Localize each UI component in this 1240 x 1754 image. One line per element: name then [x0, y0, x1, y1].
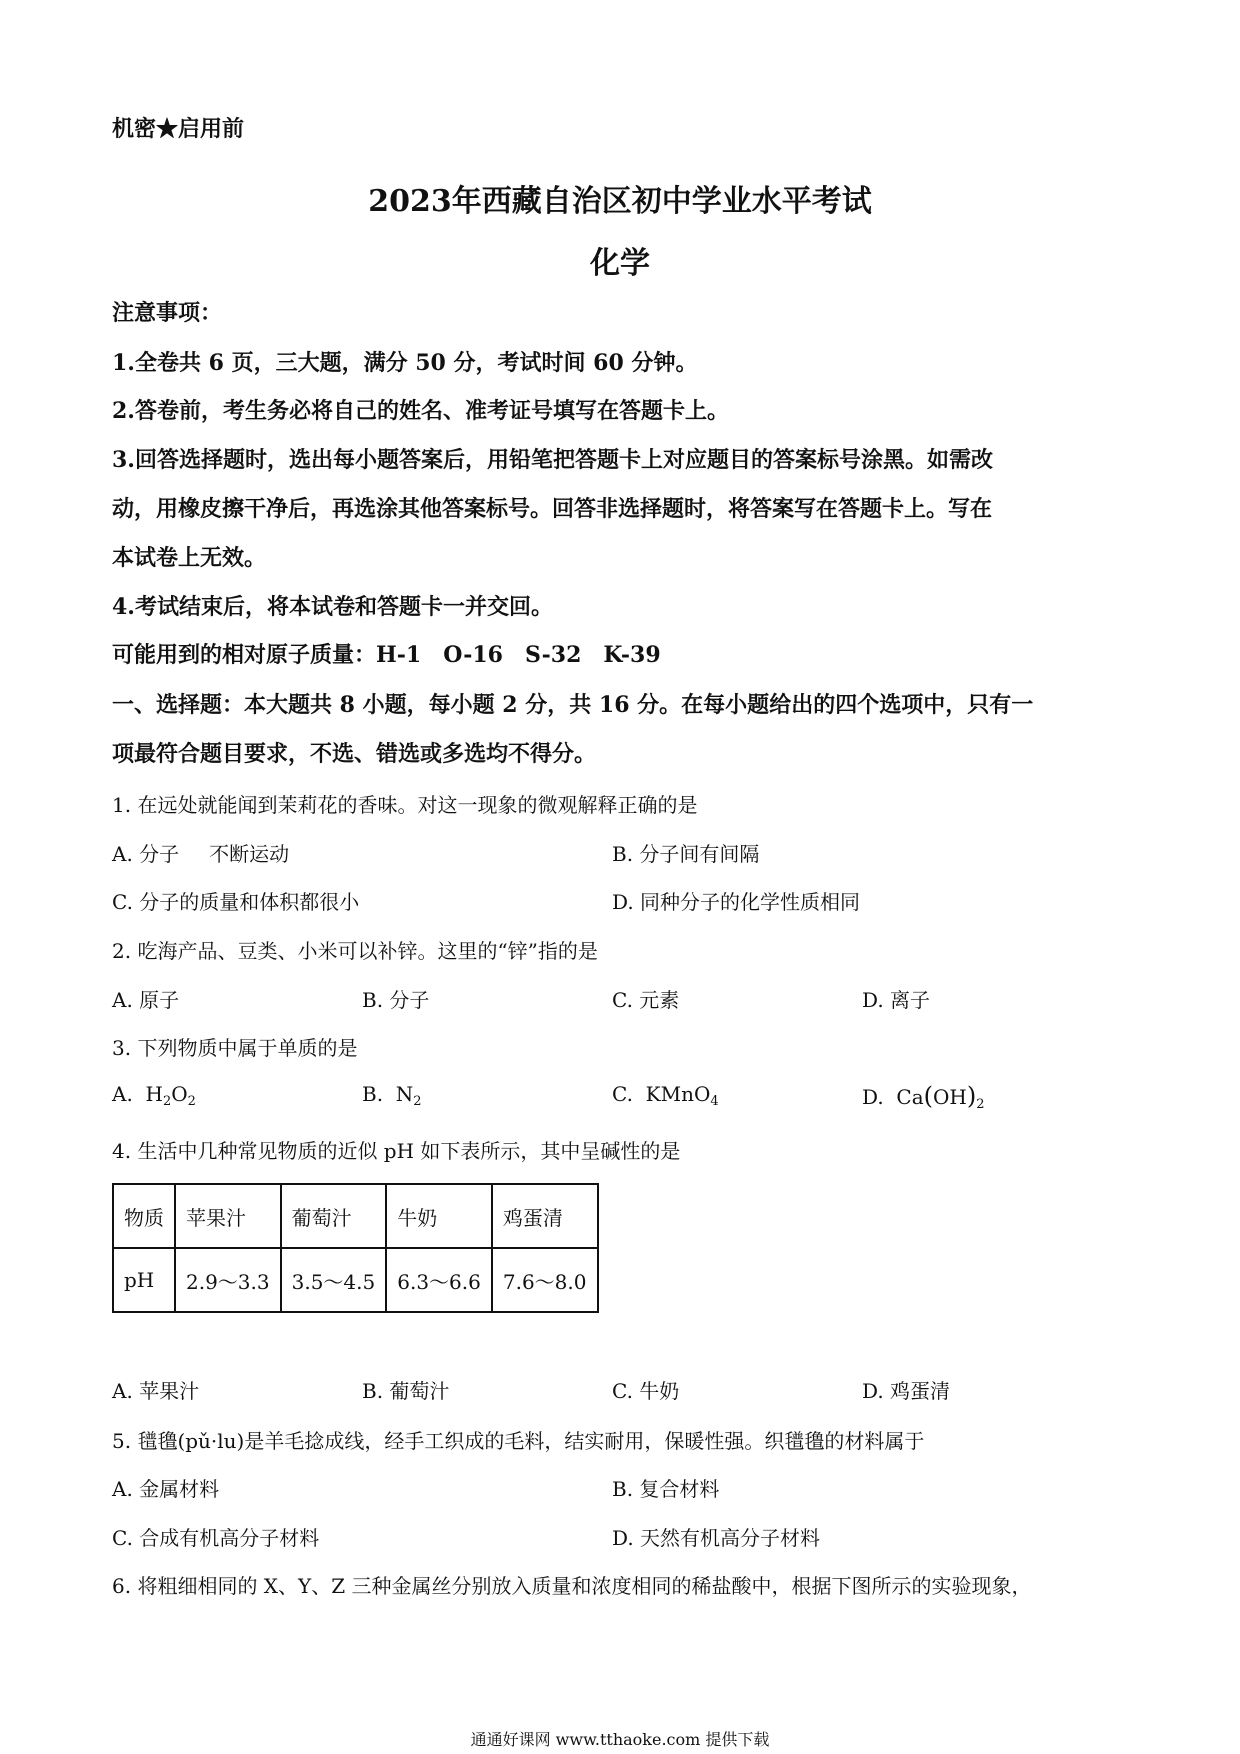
note-line-1: 1.全卷共 6 页，三大题，满分 50 分，考试时间 60 分钟。: [112, 350, 698, 376]
q3-formula-caoh2: [896, 1082, 985, 1112]
note-line-3a: 3.回答选择题时，选出每小题答案后，用铅笔把答题卡上对应题目的答案标号涂黑。如需改: [112, 447, 993, 473]
section-1-heading: 一、选择题：本大题共 8 小题，每小题 2 分，共 16 分。在每小题给出的四个选项中，只有一: [112, 692, 1034, 718]
formula-subscript: 4: [710, 1094, 719, 1109]
q3-formula-kmno4: [645, 1082, 719, 1109]
confidential-mark: 机密★启用前: [112, 116, 245, 142]
note-line-2: 2.答卷前，考生务必将自己的姓名、准考证号填写在答题卡上。: [112, 398, 729, 424]
table-row: [113, 1248, 598, 1312]
formula-o: O: [171, 1082, 188, 1106]
q2-option-d: D. 离子: [862, 988, 931, 1012]
q3-option-c: [612, 1082, 719, 1109]
formula-ca: Ca: [896, 1085, 924, 1109]
table-cell: 牛奶: [386, 1184, 492, 1248]
q4-option-b: B. 葡萄汁: [362, 1379, 450, 1403]
section-1-heading-cont: 项最符合题目要求，不选、错选或多选均不得分。: [112, 741, 597, 767]
table-cell: 鸡蛋清: [492, 1184, 598, 1248]
formula-subscript: 2: [162, 1094, 172, 1109]
q4-stem: 4. 生活中几种常见物质的近似 pH 如下表所示，其中呈碱性的是: [112, 1139, 681, 1163]
formula-oh: OH: [933, 1085, 967, 1109]
q1-option-d: D. 同种分子的化学性质相同: [612, 890, 861, 914]
formula-subscript: 2: [187, 1094, 196, 1109]
q2-stem: 2. 吃海产品、豆类、小米可以补锌。这里的“锌”指的是: [112, 939, 598, 963]
subject-title: 化学: [590, 246, 650, 281]
note-line-3b: 动，用橡皮擦干净后，再选涂其他答案标号。回答非选择题时，将答案写在答题卡上。写在: [112, 496, 993, 522]
table-cell: 2.9～3.3: [175, 1248, 281, 1312]
q3-stem: 3. 下列物质中属于单质的是: [112, 1036, 358, 1060]
q2-option-a: A. 原子: [112, 988, 180, 1012]
q1-option-a-label: A. 分子: [112, 842, 180, 866]
q1-stem: 1. 在远处就能闻到茉莉花的香味。对这一现象的微观解释正确的是: [112, 793, 698, 817]
q5-option-a: A. 金属材料: [112, 1477, 220, 1501]
q4-option-a: A. 苹果汁: [112, 1379, 200, 1403]
note-line-3c: 本试卷上无效。: [112, 545, 267, 571]
q5-stem: 5. 氆氇(pǔ·lu)是羊毛捻成线，经手工织成的毛料，结实耐用，保暖性强。织氆氇的材料属于: [112, 1429, 925, 1453]
page-footer: 通通好课网 www.tthaoke.com 提供下载: [470, 1730, 770, 1749]
q3-option-b-label: B.: [362, 1082, 384, 1106]
q5-option-b: B. 复合材料: [612, 1477, 720, 1501]
formula-subscript: 2: [413, 1094, 422, 1109]
q1-option-c: C. 分子的质量和体积都很小: [112, 890, 360, 914]
q1-option-a-text: 不断运动: [209, 842, 290, 866]
q1-option-b: B. 分子间有间隔: [612, 842, 760, 866]
table-cell: 葡萄汁: [281, 1184, 387, 1248]
ph-table: [112, 1183, 599, 1313]
table-cell: 物质: [113, 1184, 175, 1248]
q4-option-d: D. 鸡蛋清: [862, 1379, 951, 1403]
formula-subscript: 2: [976, 1097, 985, 1112]
table-cell: pH: [113, 1248, 175, 1312]
q3-formula-h2o2: [145, 1082, 196, 1109]
q3-option-b: [362, 1082, 422, 1109]
q3-option-d-label: D.: [862, 1085, 884, 1109]
exam-title: 2023年西藏自治区初中学业水平考试: [368, 184, 872, 219]
q1-option-a: [112, 838, 289, 867]
table-row: [113, 1184, 598, 1248]
formula-paren-open: (: [923, 1082, 934, 1110]
q3-formula-n2: [395, 1082, 422, 1109]
q3-option-d: [862, 1082, 985, 1112]
table-cell: 3.5～4.5: [281, 1248, 387, 1312]
q3-option-a: [112, 1082, 196, 1109]
formula-kmno: KMnO: [645, 1082, 711, 1106]
note-line-4: 4.考试结束后，将本试卷和答题卡一并交回。: [112, 594, 553, 620]
notes-heading: 注意事项：: [112, 300, 223, 326]
formula-h: H: [145, 1082, 163, 1106]
q2-option-c: C. 元素: [612, 988, 680, 1012]
formula-paren-close: ): [966, 1082, 977, 1110]
table-cell: 苹果汁: [175, 1184, 281, 1248]
q3-option-c-label: C.: [612, 1082, 633, 1106]
q6-stem: 6. 将粗细相同的 X、Y、Z 三种金属丝分别放入质量和浓度相同的稀盐酸中，根据下图所示的实验现象，: [112, 1574, 1032, 1598]
table-cell: 6.3～6.6: [386, 1248, 492, 1312]
q5-option-d: D. 天然有机高分子材料: [612, 1526, 821, 1550]
formula-n: N: [395, 1082, 414, 1106]
q4-option-c: C. 牛奶: [612, 1379, 680, 1403]
q3-option-a-label: A.: [112, 1082, 133, 1106]
q2-option-b: B. 分子: [362, 988, 430, 1012]
q5-option-c: C. 合成有机高分子材料: [112, 1526, 320, 1550]
table-cell: 7.6～8.0: [492, 1248, 598, 1312]
atomic-mass-line: 可能用到的相对原子质量：H-1 O-16 S-32 K-39: [112, 642, 661, 668]
